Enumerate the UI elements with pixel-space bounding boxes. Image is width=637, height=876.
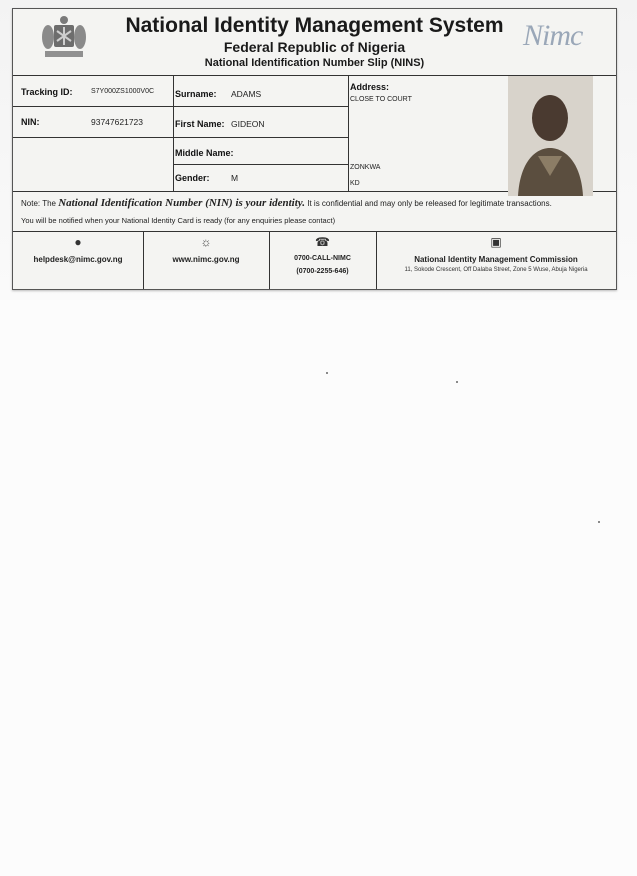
- surname-value: ADAMS: [231, 89, 262, 99]
- tracking-id-value: S7Y000ZS1000V0C: [91, 88, 155, 95]
- email-text: helpdesk@nimc.gov.ng: [33, 255, 123, 264]
- page-title: National Identity Management System: [125, 14, 504, 37]
- note-emphasis: National Identification Number (NIN) is your identity.: [58, 197, 306, 209]
- tracking-id-label: Tracking ID:: [21, 87, 73, 97]
- scan-speck: [598, 521, 600, 523]
- scan-speck: [456, 381, 458, 383]
- divider: [173, 75, 174, 191]
- gender-value: M: [231, 173, 239, 183]
- org-address: 11, Sokode Crescent, Off Dalaba Street, Zone 5 Wuse, Abuja Nigeria: [404, 267, 588, 273]
- footer-website: [143, 231, 269, 289]
- email-icon: ●: [74, 235, 82, 249]
- footer-email: [13, 231, 143, 289]
- nin-value: 93747621723: [91, 117, 144, 127]
- gender-label: Gender:: [175, 173, 210, 183]
- phone-text: 0700-CALL-NIMC: [294, 255, 351, 262]
- note-prefix: Note: The: [21, 199, 56, 208]
- website-text: www.nimc.gov.ng: [172, 255, 240, 264]
- first-name-value: GIDEON: [231, 119, 265, 129]
- nin-label: NIN:: [21, 117, 40, 127]
- phone-icon: ☎: [315, 235, 330, 249]
- notification-text: You will be notified when your National Identity Card is ready (for any enquiries please contact): [21, 216, 336, 225]
- slip-title: National Identification Number Slip (NINS): [204, 57, 425, 69]
- nin-slip: [12, 8, 617, 290]
- address-label: Address:: [350, 82, 390, 92]
- org-name: National Identity Management Commission: [414, 255, 578, 264]
- page-subtitle: Federal Republic of Nigeria: [223, 39, 406, 55]
- middle-name-label: Middle Name:: [175, 148, 234, 158]
- address-town: ZONKWA: [350, 164, 381, 171]
- address-state: KD: [350, 180, 360, 187]
- address-line: CLOSE TO COURT: [350, 96, 412, 103]
- footer-organisation: [376, 231, 616, 289]
- person-photo-icon: [508, 76, 593, 196]
- surname-label: Surname:: [175, 89, 217, 99]
- globe-icon: ☼: [200, 235, 212, 249]
- confidential-note: [21, 197, 552, 209]
- scan-speck: [326, 372, 328, 374]
- divider: [13, 106, 348, 107]
- passport-photo: [508, 76, 593, 196]
- divider: [173, 164, 348, 165]
- nimc-logo: Nimc: [523, 19, 583, 52]
- building-icon: ▣: [490, 235, 502, 249]
- footer-phone: [269, 231, 376, 289]
- first-name-label: First Name:: [175, 119, 225, 129]
- divider: [13, 137, 348, 138]
- note-suffix: It is confidential and may only be released for legitimate transactions.: [307, 199, 552, 208]
- divider: [348, 75, 349, 191]
- phone-numeric: (0700-2255-646): [296, 268, 349, 275]
